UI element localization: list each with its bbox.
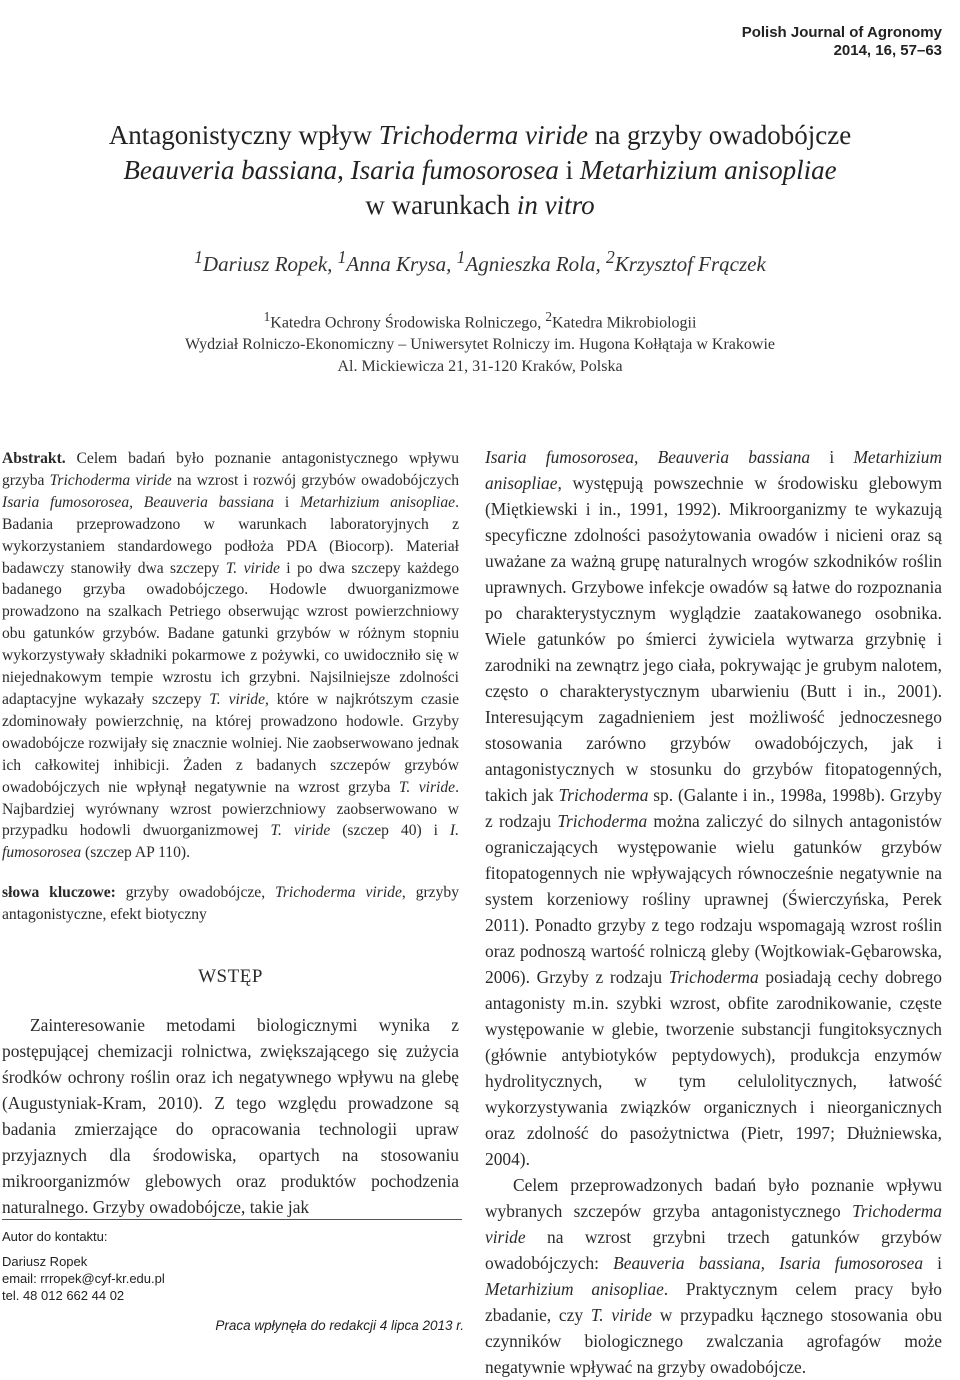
affiliations	[40, 306, 920, 378]
keywords-label: słowa kluczowe:	[2, 884, 116, 902]
author-name: Agnieszka Rola,	[465, 252, 606, 276]
author-list	[40, 243, 920, 278]
article-title	[40, 118, 920, 223]
aim-paragraph	[485, 1172, 942, 1380]
intro-paragraph: Zainteresowanie metodami biologicznymi wynika z postępującej chemizacji rolnictwa, zwiększającego się zużycia środków ochrony roślin oraz ich negatywnego wpływu na glebę (Augustyniak-Kram, 2010). Z tego względu prowadzone są badania zmierzające do opracowania technologii upraw przyjaznych dla środowiska, opartych na stosowaniu mikroorganizmów glebowych oraz produktów pochodzenia naturalnego. Grzyby owadobójcze, takie jak	[2, 1014, 459, 1217]
body-text: Celem przeprowadzonych badań było poznanie wpływu wybranych szczepów grzyba antagonistycznego	[485, 1175, 942, 1221]
affiliation-line-1	[40, 306, 920, 334]
abstract-text: Celem badań było poznanie antagonistycznego wpływu grzyba	[2, 450, 459, 489]
title-text: na grzyby owadobójcze	[588, 120, 852, 150]
body-paragraph	[485, 444, 942, 1172]
abstract-text: i po dwa szczepy każdego badanego grzyba owadobójczego. Hodowle dwuorganizmowe prowadzono na szalkach Petriego obserwując wzrost powierzchniowy obu gatunków grzybów. Badane gatunki grzybów w różnym stopniu wykorzystywały składniki pokarmowe z pożywki, co uwidoczniło się w niejednakowym tempie wzrostu ich grzybni. Najsilniejsze zdolności adaptacyjne wykazały szczepy	[2, 559, 459, 708]
journal-header	[742, 24, 942, 60]
contact-spacer	[2, 1245, 165, 1253]
title-species: Trichoderma viride	[378, 120, 589, 150]
contact-phone: tel. 48 012 662 44 02	[2, 1288, 125, 1303]
title-text: i	[558, 155, 580, 185]
affiliation-sup: 2	[545, 309, 552, 324]
keywords	[2, 882, 459, 926]
title-text: ,	[337, 155, 351, 185]
right-column	[485, 444, 942, 1380]
abstract-label: Abstrakt.	[2, 450, 66, 467]
contact-email[interactable]: email: rrropek@cyf-kr.edu.pl	[2, 1271, 165, 1286]
title-species: Beauveria bassiana	[123, 155, 338, 185]
contact-label: Autor do kontaktu:	[2, 1229, 108, 1244]
body-species: T. viride	[590, 1305, 652, 1325]
title-species: Isaria fumosorosea	[350, 155, 559, 185]
body-text: . Praktycznym celem pracy było zbadanie, czy	[485, 1279, 942, 1325]
abstract	[2, 448, 459, 864]
title-line-2	[40, 153, 920, 188]
body-species: Beauveria bassiana, Isaria fumosorosea	[613, 1253, 924, 1273]
body-text: i	[923, 1253, 943, 1273]
keywords-text: , grzyby antagonistyczne, efekt biotyczny	[2, 884, 459, 924]
body-text: występują powszechnie w środowisku glebowym (Miętkiewski i in., 1991, 1992). Mikroorganizmy te wykazują specyficzne zdolności pasożytowania owadów i nicieni oraz są uważane za ważną grupę naturalnych wrogów szkodników roślin uprawnych. Grzybowe infekcje owadów są łatwe do rozpoznania po charakterystycznym wyglądzie zaatakowanego osobnika. Wiele gatunków po śmierci żywiciela wytwarza grzybnię i zarodniki na zewnątrz jego ciała, pokrywając je grubym nalotem, często o charakterystycznym ubarwieniu (Butt i in., 2001). Interesującym zagadnieniem jest możliwość jednoczesnego stosowania zarówno grzybów owadobójczych, jak i antagonistycznych w stosunku do grzybów fitopatogenných, takich jak	[485, 473, 942, 805]
abstract-text: na wzrost i rozwój grzybów owadobójczych	[171, 471, 459, 489]
affiliation-line-3: Al. Mickiewicza 21, 31-120 Kraków, Polska	[337, 358, 623, 376]
abstract-text: . Najbardziej wyrównany wzrost powierzchniowy zaobserwowano w przypadku hodowli dwuorganizmowej	[2, 778, 459, 840]
title-species: Metarhizium anisopliae	[579, 155, 837, 185]
author-affiliation-sup: 1	[337, 247, 347, 267]
abstract-text: i	[274, 493, 300, 511]
body-text: na wzrost grzybni trzech gatunków grzybów owadobójczych:	[485, 1227, 942, 1273]
abstract-species: I. fumosorosea	[2, 822, 459, 862]
body-species: Trichoderma viride	[485, 1201, 942, 1247]
affiliation-dept: Katedra Mikrobiologii	[551, 314, 697, 332]
title-italic: in vitro	[516, 190, 595, 220]
abstract-species: Metarhizium anisopliae	[299, 493, 456, 511]
body-species: Trichoderma	[668, 967, 759, 987]
abstract-text: , które w najkrótszym czasie zdominowały powierzchnię, na której prowadzono hodowle. Grzyby owadobójcze rozwijały się znacznie wolniej. Nie zaobserwowano jednak ich całkowitej inhibicji. Żaden z badanych szczepów grzybów owadobójczych nie wpłynął negatywnie na wzrost grzyba	[2, 690, 460, 796]
body-species: Isaria fumosorosea, Beauveria bassiana	[485, 447, 811, 467]
body-species: Trichoderma	[557, 811, 648, 831]
abstract-species: T. viride	[398, 778, 456, 796]
author-name: Dariusz Ropek,	[202, 252, 338, 276]
abstract-text: (szczep 40) i	[330, 822, 450, 840]
abstract-species: T. viride	[270, 822, 331, 840]
left-column	[2, 448, 459, 1220]
title-text: w warunkach	[365, 190, 517, 220]
abstract-species: T. viride	[209, 690, 265, 708]
body-species: Trichoderma	[558, 785, 649, 805]
body-species: Metarhizium anisopliae	[485, 1279, 664, 1299]
contact-info	[2, 1228, 165, 1304]
author-affiliation-sup: 1	[194, 247, 203, 267]
abstract-species: Trichoderma viride	[49, 471, 172, 489]
abstract-species: Isaria fumosorosea, Beauveria bassiana	[2, 493, 275, 511]
journal-name: Polish Journal of Agronomy	[741, 24, 942, 41]
keywords-species: Trichoderma viride	[275, 884, 402, 902]
abstract-text: . Badania przeprowadzono w warunkach laboratoryjnych z wykorzystaniem standardowego podłoża PDA (Biocorp). Materiał badawczy stanowiły dwa szczepy	[2, 493, 459, 577]
section-heading: WSTĘP	[198, 966, 263, 988]
body-text: i	[810, 447, 854, 467]
abstract-species: T. viride	[225, 559, 280, 577]
author-name: Krzysztof Frączek	[614, 252, 766, 276]
footnote-divider	[2, 1219, 462, 1220]
body-species: Metarhizium anisopliae,	[485, 447, 943, 493]
author-affiliation-sup: 2	[605, 247, 615, 267]
title-line-1	[40, 118, 920, 153]
keywords-text: grzyby owadobójcze,	[115, 884, 276, 902]
body-text: posiadają cechy dobrego antagonisty m.in. szybki wzrost, obfite zarodnikowanie, częste występowanie w glebie, tworzenie substancji fungitoksycznych (głównie antybiotyków peptydowych), produkcja enzymów hydrolitycznych, w tym celulolitycznych, łatwość wykorzystywania związków organicznych i nieorganicznych oraz zdolność do pasożytnictwa (Pietr, 1997; Dłużniewska, 2004).	[485, 967, 942, 1169]
body-text: sp. (Galante i in., 1998a, 1998b). Grzyby z rodzaju	[485, 785, 942, 831]
affiliation-sup: 1	[263, 309, 271, 324]
body-text: można zaliczyć do silnych antagonistów ograniczających występowanie wielu gatunków grzybów fitopatogennych nie wpływających równocześnie negatywnie na system korzeniowy rośliny uprawnej (Świerczyńska, Perek 2011). Ponadto grzyby z tego rodzaju wspomagają wzrost roślin oraz podnoszą wartość rolniczą gleby (Wojtkowiak-Gębarowska, 2006). Grzyby z rodzaju	[485, 811, 942, 987]
title-line-3	[40, 188, 920, 223]
affiliation-dept: Katedra Ochrony Środowiska Rolniczego,	[270, 314, 546, 332]
abstract-text: (szczep AP 110).	[81, 844, 190, 862]
body-text: w przypadku łącznego stosowania obu czynników biologicznego zwalczania agrofagów może negatywnie wpływać na grzyby owadobójcze.	[485, 1305, 943, 1377]
affiliation-line-2: Wydział Rolniczo-Ekonomiczny – Uniwersytet Rolniczy im. Hugona Kołłątaja w Krakowie	[185, 336, 775, 354]
contact-name: Dariusz Ropek	[2, 1254, 88, 1269]
journal-issue: 2014, 16, 57–63	[833, 42, 942, 59]
author-name: Anna Krysa,	[346, 252, 457, 276]
received-date: Praca wpłynęła do redakcji 4 lipca 2013 r.	[215, 1318, 464, 1333]
author-affiliation-sup: 1	[456, 247, 466, 267]
title-text: Antagonistyczny wpływ	[108, 120, 379, 150]
